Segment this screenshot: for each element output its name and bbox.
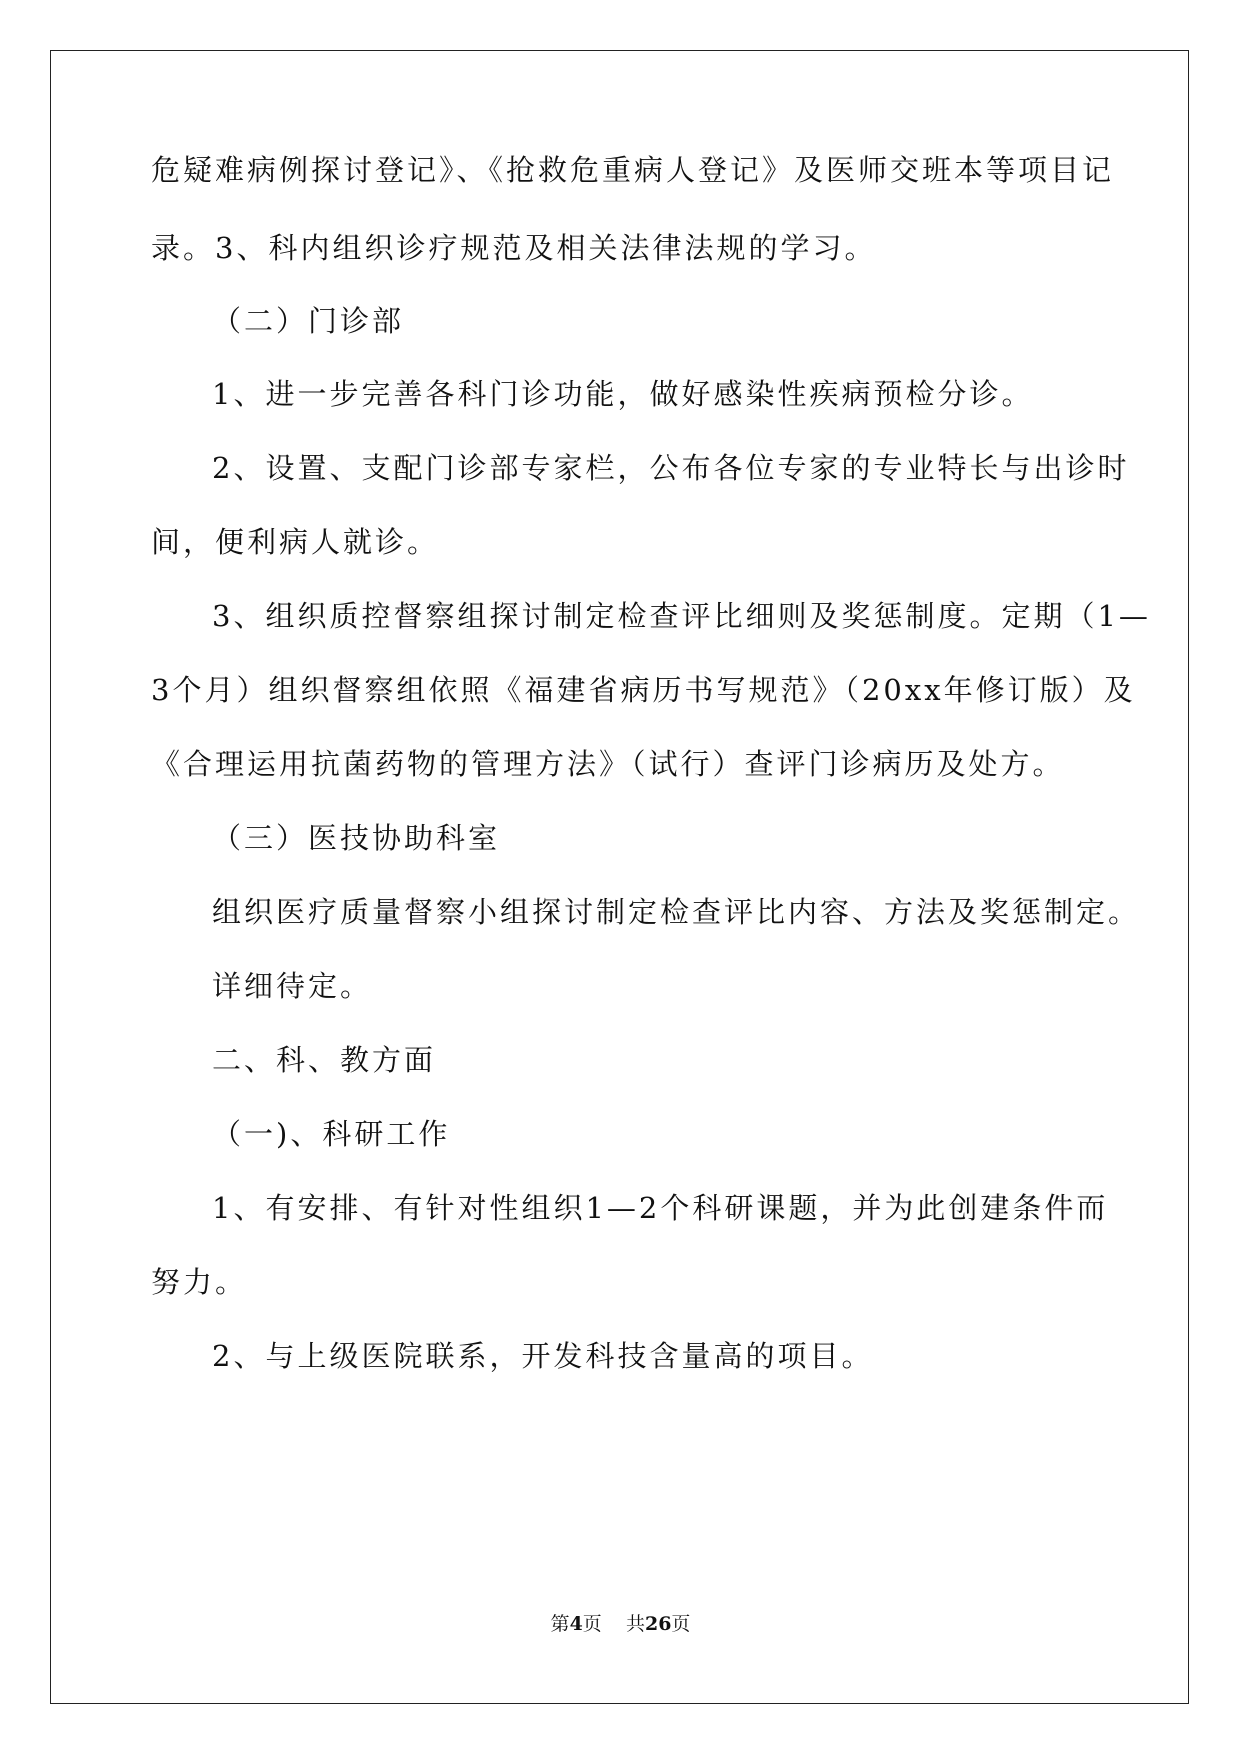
footer-prefix: 第	[550, 1613, 570, 1635]
text-line: 组织医疗质量督察小组探讨制定检查评比内容、方法及奖惩制定。	[212, 895, 1141, 929]
footer-middle: 页 共	[582, 1613, 645, 1635]
section-heading: （三）医技协助科室	[212, 821, 501, 855]
text-line: 1、有安排、有针对性组织1—2个科研课题，并为此创建条件而	[212, 1191, 1109, 1225]
current-page-number: 4	[569, 1613, 583, 1635]
text-line: 3个月）组织督察组依照《福建省病历书写规范》（20xx年修订版）及	[151, 673, 1136, 707]
text-line: 3、组织质控督察组探讨制定检查评比细则及奖惩制度。定期（1—	[212, 599, 1151, 633]
text-line: 录。3、科内组织诊疗规范及相关法律法规的学习。	[151, 231, 877, 265]
page-footer	[0, 1612, 1241, 1636]
text-line: 2、设置、支配门诊部专家栏，公布各位专家的专业特长与出诊时	[212, 451, 1130, 485]
section-heading: （二）门诊部	[212, 304, 405, 338]
text-line: 危疑难病例探讨登记》、《抢救危重病人登记》及医师交班本等项目记	[151, 153, 1115, 187]
section-heading: （一)、科研工作	[212, 1117, 451, 1151]
text-line: 详细待定。	[212, 969, 373, 1003]
text-line: 间，便利病人就诊。	[151, 525, 440, 559]
text-line: 2、与上级医院联系，开发科技含量高的项目。	[212, 1339, 874, 1373]
section-heading: 二、科、教方面	[212, 1043, 437, 1077]
footer-suffix: 页	[671, 1613, 691, 1635]
page-border	[50, 50, 1189, 1704]
text-line: 1、进一步完善各科门诊功能，做好感染性疾病预检分诊。	[212, 377, 1034, 411]
total-pages-number: 26	[644, 1613, 672, 1635]
text-line: 《合理运用抗菌药物的管理方法》（试行）查评门诊病历及处方。	[151, 747, 1065, 781]
text-line: 努力。	[151, 1265, 248, 1299]
